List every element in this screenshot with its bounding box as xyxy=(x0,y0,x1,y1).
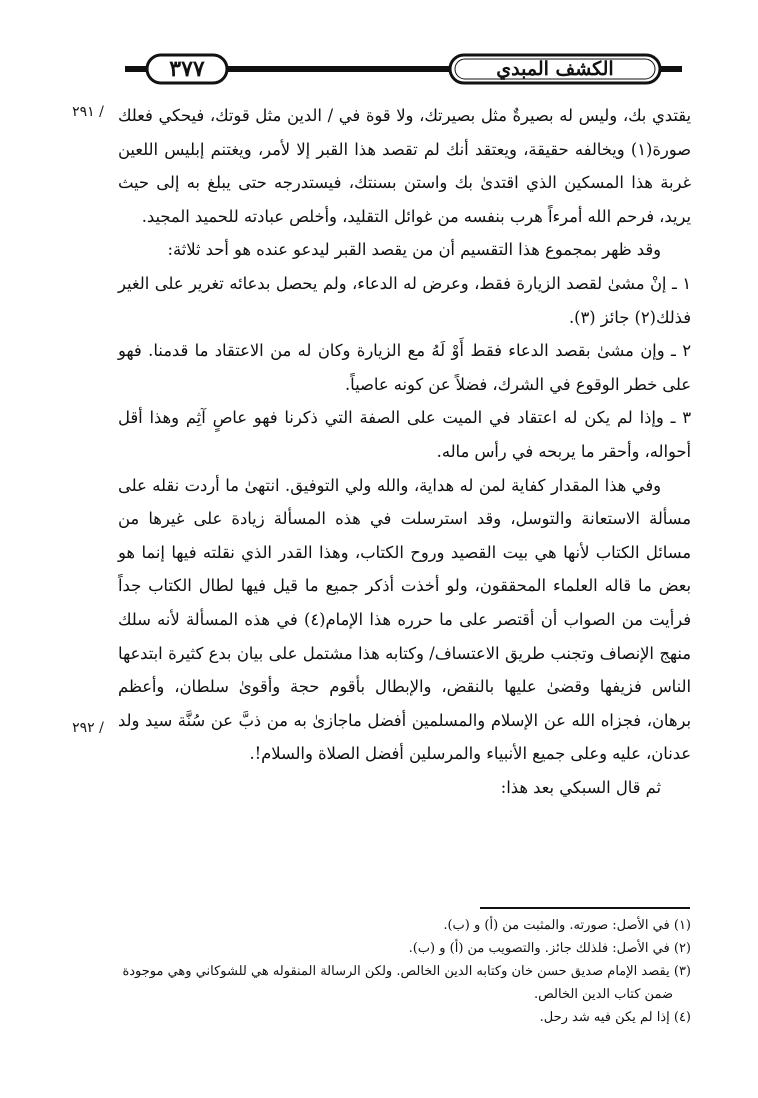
list-item-text: وإن مشىٰ بقصد الدعاء فقط أَوْ لَهُ مع الزيارة وكان له من الاعتقاد ما قدمنا. فهو على خطر الوقوع في الشرك، فضلاً عن كونه عاصياً. xyxy=(118,341,691,394)
paragraph: ثم قال السبكي بعد هذا: xyxy=(500,777,661,797)
list-item xyxy=(118,401,691,468)
footnote: (٣) يقصد الإمام صديق حسن خان وكتابه الدين الخالص. ولكن الرسالة المنقوله هي للشوكاني وهي موجودة xyxy=(122,964,691,979)
margin-page-ref: / ٢٩١ xyxy=(72,104,104,120)
margin-page-ref: / ٢٩٢ xyxy=(72,720,104,736)
list-item-text: إنْ مشىٰ لقصد الزيارة فقط، وعرض له الدعاء، ولم يحصل بدعائه تغرير على الغير فذلك(٢) جائز (٣). xyxy=(118,273,691,327)
list-item xyxy=(118,267,691,334)
footnote: (١) في الأصل: صورته. والمثبت من (أ) و (ب). xyxy=(443,918,691,933)
footnote: (٤) إذا لم يكن فيه شد رحل. xyxy=(539,1010,691,1025)
footnotes xyxy=(118,914,691,1029)
page-header xyxy=(125,52,682,86)
list-item-number: ٣ ـ xyxy=(670,408,692,428)
main-text xyxy=(118,99,691,804)
list-item-text: وإذا لم يكن له اعتقاد في الميت على الصفة التي ذكرنا فهو عاصٍ آثِم وهذا أقل أحواله، وأحقر ما يربحه في رأس ماله. xyxy=(118,408,691,461)
footnote-divider xyxy=(480,907,690,909)
paragraph: وقد ظهر بمجموع هذا التقسيم أن من يقصد القبر ليدعو عنده هو أحد ثلاثة: xyxy=(167,240,661,260)
paragraph: وفي هذا المقدار كفاية لمن له هداية، والله ولي التوفيق. انتهىٰ ما أردت نقله على مسألة الاستعانة والتوسل، وقد استرسلت في هذه المسألة زيادة على غيرها من مسائل الكتاب لأنها هي بيت القصيد وروح الكتاب، وهذا القدر الذي نقلته فيها إنما هو بعض ما قاله العلماء المحققون، ولو أخذت أذكر جميع ما قيل فيها لطال الكتاب جداً فرأيت من الصواب أن أقتصر على ما حرره هذا الإمام(٤) في هذه المسألة لأنه سلك منهج الإنصاف وتجنب طريق الاعتساف/ وكتابه هذا مشتمل على بيان بدع كثيرة ابتدعها الناس فزيفها وقضىٰ عليها بالنقض، والإبطال بأقوم حجة وأقوىٰ سلطان، وأعظم برهان، فجزاه الله عن الإسلام والمسلمين أفضل ماجازىٰ به من ذبَّ عن سُنَّة سيد ولد عدنان، عليه وعلى جميع الأنبياء والمرسلين أفضل الصلاة والسلام!. xyxy=(118,475,691,764)
list-item-number: ١ ـ xyxy=(671,273,691,293)
list-item xyxy=(118,334,691,401)
list-item-number: ٢ ـ xyxy=(671,341,691,361)
page-number: ٣٧٧ xyxy=(169,56,205,82)
running-title: الكشف المبدي xyxy=(496,58,614,80)
footnote: (٢) في الأصل: فلذلك جائز. والتصويب من (أ) و (ب). xyxy=(408,941,691,956)
paragraph: يقتدي بك، وليس له بصيرةٌ مثل بصيرتك، ولا قوة في / الدين مثل قوتك، فيحكي فعلك صورة(١) ويخالفه حقيقة، ويعتقد أنك لم تقصد هذا القبر إلا لأمر، ويغتنم إبليس اللعين غربة هذا المسكين الذي اقتدىٰ بك واستن بسنتك، فيستدرجه حتى يبلغ به إلى حيث يريد، فرحم الله أمرءاً هرب بنفسه من غوائل التقليد، وأخلص عبادته للحميد المجيد. xyxy=(118,106,691,226)
footnote-continuation: ضمن كتاب الدين الخالص. xyxy=(533,987,673,1002)
